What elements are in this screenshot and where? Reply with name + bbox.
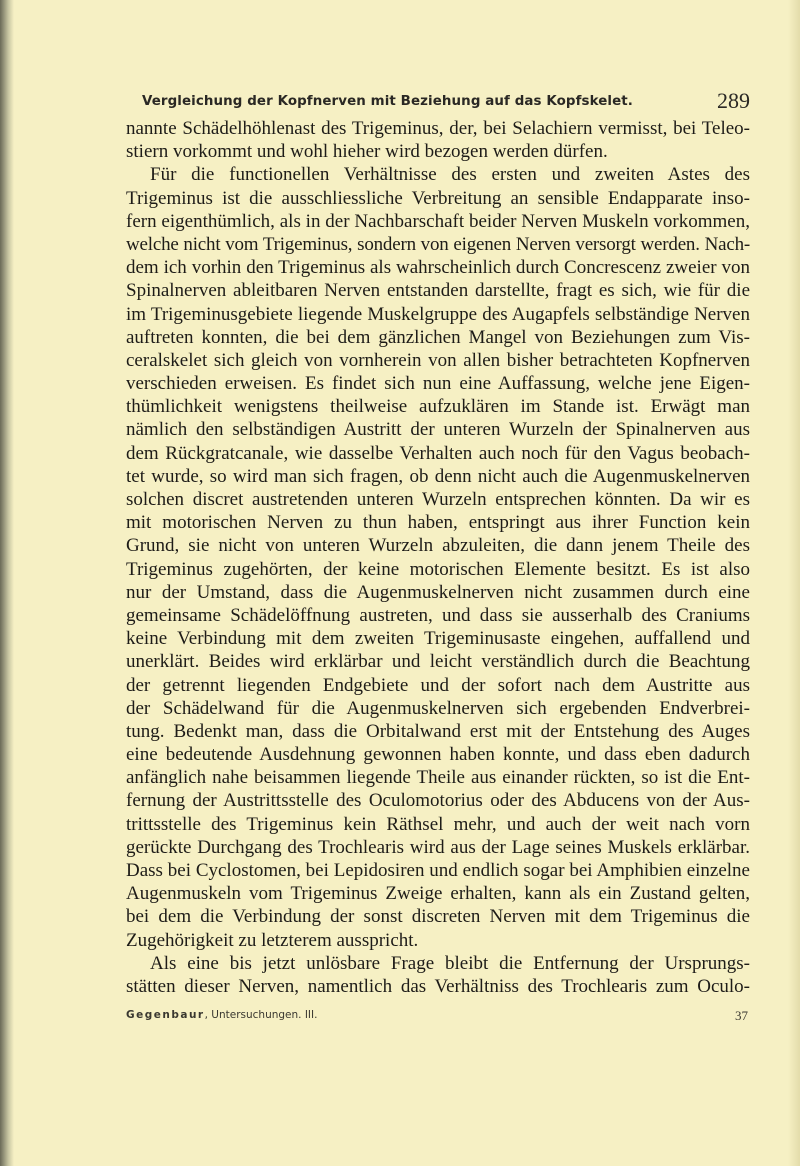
book-gutter-shadow: [0, 0, 14, 1166]
text-line: nur der Umstand, dass die Augenmuskelnerven nicht zusammen durch eine: [126, 581, 750, 603]
text-line: thümlichkeit wenigstens theilweise aufzuklären im Stande ist. Erwägt man: [126, 396, 750, 418]
text-line: dem Rückgratcanale, wie dasselbe Verhalten auch noch für den Vagus beobach-: [126, 442, 750, 464]
text-line: Spinalnerven ableitbaren Nerven entstanden darstellte, fragt es sich, wie für die: [126, 280, 750, 302]
footer-author: Gegenbaur: [126, 1009, 205, 1021]
text-line: der Schädelwand für die Augenmuskelnerven sich ergebenden Endverbrei-: [126, 697, 750, 719]
text-line: fern eigenthümlich, als in der Nachbarschaft beider Nerven Muskeln vorkommen,: [126, 210, 750, 232]
text-line: eine bedeutende Ausdehnung gewonnen haben konnte, und dass eben dadurch: [126, 744, 750, 766]
page-header: [126, 88, 750, 114]
text-line: fernung der Austrittsstelle des Oculomotorius oder des Abducens von der Aus-: [126, 790, 750, 812]
text-line: tung. Bedenkt man, dass die Orbitalwand erst mit der Entstehung des Auges: [126, 720, 750, 742]
footer-series: , Untersuchungen. III.: [204, 1009, 318, 1021]
text-line: nämlich den selbständigen Austritt der unteren Wurzeln der Spinalnerven aus: [126, 419, 750, 441]
body-text: [126, 117, 750, 998]
text-line: nannte Schädelhöhlenast des Trigeminus, der, bei Selachiern vermisst, bei Teleo-: [126, 118, 750, 139]
text-line: Als eine bis jetzt unlösbare Frage bleibt die Entfernung der Ursprungs-: [150, 952, 750, 974]
text-line: im Trigeminusgebiete liegende Muskelgruppe des Augapfels selbständige Nerven: [126, 303, 750, 325]
running-title: Vergleichung der Kopfnerven mit Beziehung auf das Kopfskelet.: [142, 94, 633, 109]
text-line: gerückte Durchgang des Trochlearis wird aus der Lage seines Muskels erklärbar.: [126, 836, 750, 858]
text-line: unerklärt. Beides wird erklärbar und leicht verständlich durch die Beachtung: [126, 651, 750, 673]
text-line: stätten dieser Nerven, namentlich das Verhältniss des Trochlearis zum Oculo-: [126, 975, 750, 997]
text-line: dem ich vorhin den Trigeminus als wahrscheinlich durch Concrescenz zweier von: [126, 257, 750, 279]
page-footer: [126, 1008, 748, 1024]
text-line: Dass bei Cyclostomen, bei Lepidosiren und endlich sogar bei Amphibien einzelne: [126, 860, 750, 881]
text-line: tet wurde, so wird man sich fragen, ob denn nicht auch die Augenmuskelnerven: [126, 465, 750, 487]
text-line: Zugehörigkeit zu letzterem ausspricht.: [126, 929, 419, 951]
text-line: anfänglich nahe beisammen liegende Theile aus einander rückten, so ist die Ent-: [126, 767, 750, 789]
text-line: Augenmuskeln vom Trigeminus Zweige erhalten, kann als ein Zustand gelten,: [126, 883, 750, 905]
text-line: mit motorischen Nerven zu thun haben, entspringt aus ihrer Function kein: [126, 512, 750, 534]
text-line: gemeinsame Schädelöffnung austreten, und dass sie ausserhalb des Craniums: [126, 604, 750, 626]
text-line: Für die functionellen Verhältnisse des ersten und zweiten Astes des: [150, 164, 750, 186]
text-line: ceralskelet sich gleich von vornherein von allen bisher betrachteten Kopfnerven: [126, 349, 750, 371]
text-line: Trigeminus ist die ausschliessliche Verbreitung an sensible Endapparate inso-: [126, 187, 750, 209]
page-number: 289: [717, 88, 750, 113]
text-line: bei dem die Verbindung der sonst discreten Nerven mit dem Trigeminus die: [126, 906, 750, 928]
page-edge: [788, 0, 800, 1166]
text-line: trittsstelle des Trigeminus kein Räthsel mehr, und auch der weit nach vorn: [126, 813, 750, 835]
text-line: welche nicht vom Trigeminus, sondern von eigenen Nerven versorgt werden. Nach-: [126, 233, 750, 255]
text-line: stiern vorkommt und wohl hieher wird bezogen werden dürfen.: [126, 141, 608, 163]
text-line: keine Verbindung mit dem zweiten Trigeminusaste eingehen, auffallend und: [126, 628, 750, 650]
text-line: verschieden erweisen. Es findet sich nun eine Auffassung, welche jene Eigen-: [126, 373, 750, 395]
text-line: Trigeminus zugehörten, der keine motorischen Elemente besitzt. Es ist also: [126, 558, 750, 580]
text-line: auftreten konnten, die bei dem gänzlichen Mangel von Beziehungen zum Vis-: [126, 326, 750, 348]
signature-number: 37: [735, 1008, 748, 1023]
text-line: solchen discret austretenden unteren Wurzeln entsprechen könnten. Da wir es: [126, 489, 750, 510]
text-line: der getrennt liegenden Endgebiete und der sofort nach dem Austritte aus: [126, 674, 750, 696]
signature-line: [126, 1009, 317, 1021]
text-line: Grund, sie nicht von unteren Wurzeln abzuleiten, die dann jenem Theile des: [126, 535, 750, 557]
